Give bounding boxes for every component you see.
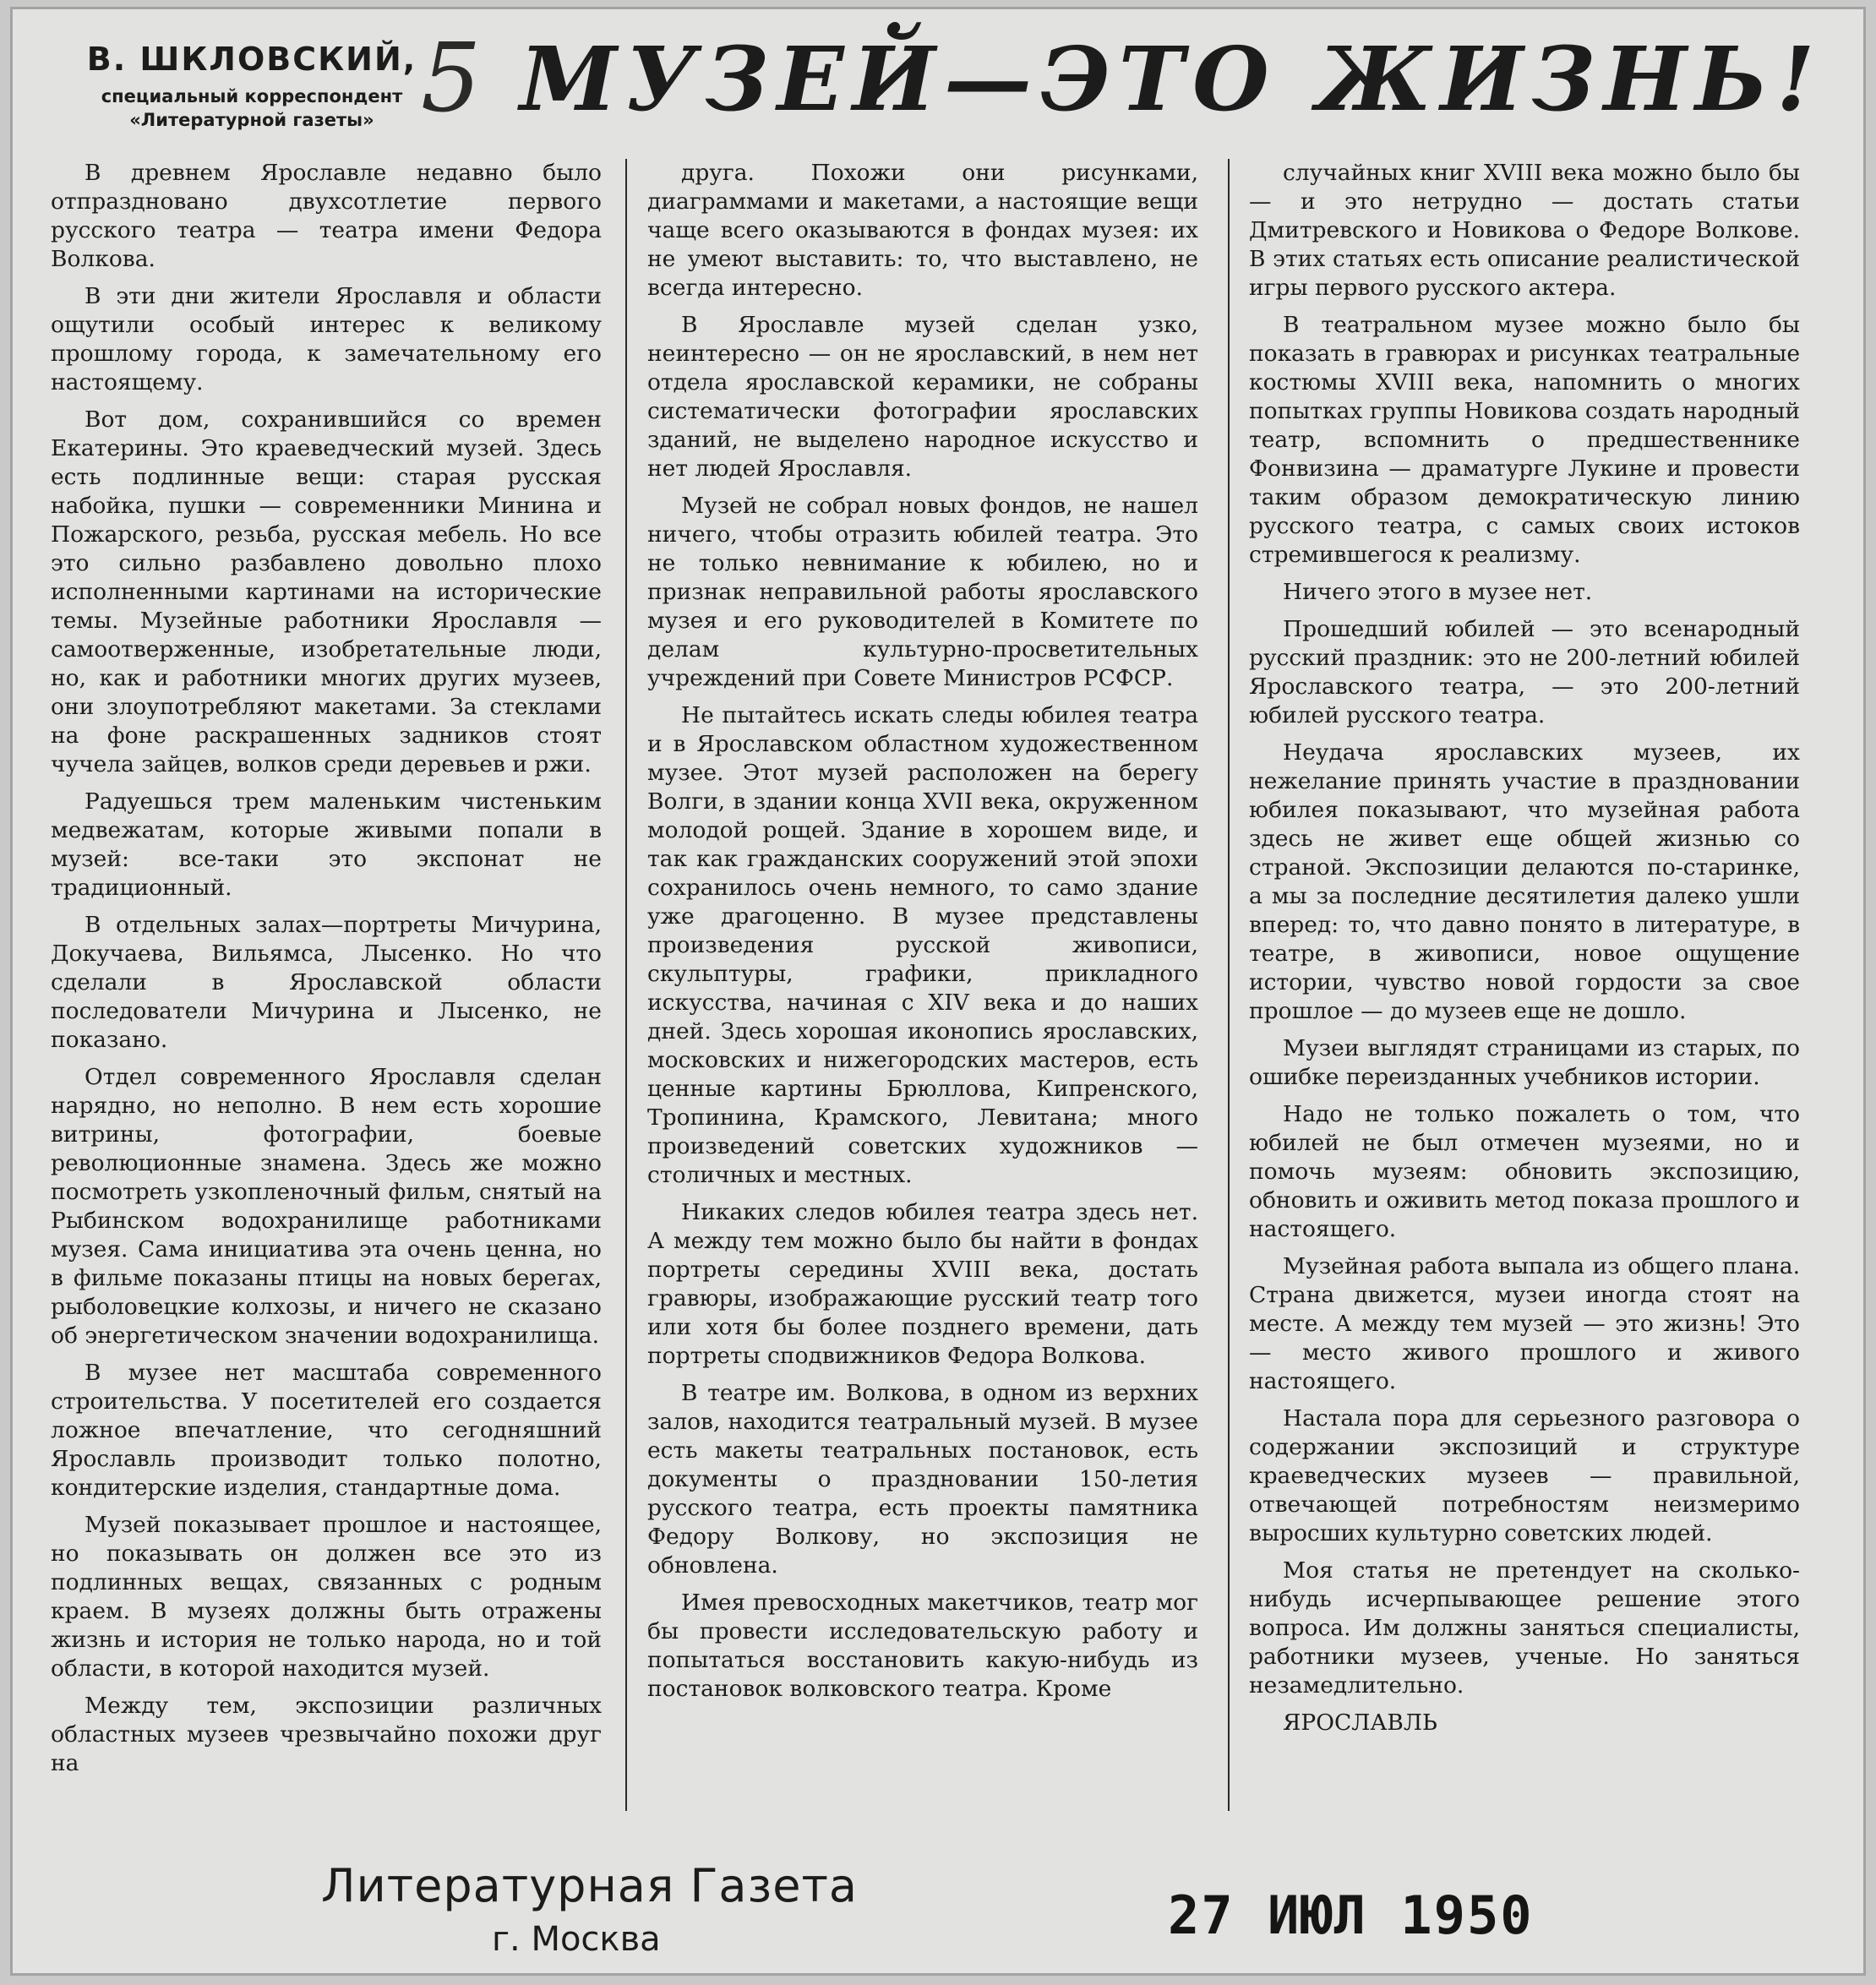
- column-1: [51, 159, 602, 1819]
- paragraph: Отдел современного Ярославля сделан нарядно, но неполно. В нем есть хорошие витрины, фотографии, боевые революционные знамена. Здесь же можно посмотреть узкопленочный фильм, снятый на Рыбинском водохранилище работниками музея. Сама инициатива эта очень ценна, но в фильме показаны птицы на новых берегах, рыболовецкие колхозы, и ничего не сказано об энергетическом значении водохранилища.: [51, 1064, 602, 1349]
- paragraph: Прошедший юбилей — это всенародный русский праздник: это не 200-летний юбилей Ярославского театра, — это 200-летний юбилей русского театра.: [1249, 616, 1800, 728]
- paragraph: В отдельных залах—портреты Мичурина, Докучаева, Вильямса, Лысенко. Но что сделали в Ярославской области последователи Мичурина и Лысенко, не показано.: [51, 912, 602, 1053]
- paragraph: Моя статья не претендует на сколько-нибудь исчерпывающее решение этого вопроса. Им должны заняться специалисты, работники музеев, ученые. Но заняться незамедлительно.: [1249, 1557, 1800, 1699]
- author-role-line-2: «Литературной газеты»: [129, 110, 374, 130]
- newspaper-masthead: Литературная Газета: [321, 1859, 858, 1912]
- paragraph: В древнем Ярославле недавно было отпраздновано двухсотлетие первого русского театра — театра имени Федора Волкова.: [51, 160, 602, 272]
- paragraph: Не пытайтесь искать следы юбилея театра и в Ярославском областном художественном музее. Этот музей расположен на берегу Волги, в здании конца XVII века, окруженном молодой рощей. Здание в хорошем виде, и так как гражданских сооружений этой эпохи сохранилось очень немного, то само здание уже драгоценно. В музее представлены произведения русской живописи, скульптуры, графики, прикладного искусства, начиная с XIV века и до наших дней. Здесь хорошая иконопись ярославских, московских и нижегородских мастеров, есть ценные картины Брюллова, Кипренского, Тропинина, Крамского, Левитана; много произведений советских художников — столичных и местных.: [647, 702, 1198, 1188]
- paragraph: Музеи выглядят страницами из старых, по ошибке переизданных учебников истории.: [1249, 1035, 1800, 1090]
- paragraph: Радуешься трем маленьким чистеньким медвежатам, которые живыми попали в музей: все-таки это экспонат не традиционный.: [51, 788, 602, 901]
- author-name: В. ШКЛОВСКИЙ,: [86, 41, 417, 78]
- headline: МУЗЕЙ—ЭТО ЖИЗНЬ!: [520, 27, 1824, 131]
- paragraph: Вот дом, сохранившийся со времен Екатерины. Это краеведческий музей. Здесь есть подлинные вещи: старая русская набойка, пушки — современники Минина и Пожарского, резьба, русская мебель. Но все это сильно разбавлено довольно плохо исполненными картинами на исторические темы. Музейные работники Ярославля — самоотверженные, изобретательные люди, но, как и работники многих других музеев, они злоупотребляют макетами. За стеклами на фоне раскрашенных задников стоят чучела зайцев, волков среди деревьев и ржи.: [51, 406, 602, 777]
- newspaper-city: г. Москва: [492, 1920, 661, 1959]
- paragraph: Никаких следов юбилея театра здесь нет. А между тем можно было бы найти в фондах портреты середины XVIII века, достать гравюры, изображающие русский театр того или хотя бы более позднего времени, дать портреты сподвижников Федора Волкова.: [647, 1199, 1198, 1369]
- handwritten-page-number: 5: [421, 24, 482, 134]
- paragraph: Имея превосходных макетчиков, театр мог бы провести исследовательскую работу и попытаться восстановить какую-нибудь из постановок волковского театра. Кроме: [647, 1590, 1198, 1702]
- paragraph: Ничего этого в музее нет.: [1283, 579, 1593, 605]
- column-2: [647, 159, 1198, 1819]
- paragraph: Между тем, экспозиции различных областных музеев чрезвычайно похожи друг на: [51, 1693, 602, 1776]
- article-body: [51, 159, 1834, 1819]
- paragraph: В Ярославле музей сделан узко, неинтересно — он не ярославский, в нем нет отдела ярославской керамики, не собраны систематически фотографии ярославских зданий, не выделено народное искусство и нет людей Ярославля.: [647, 312, 1198, 482]
- paragraph: Настала пора для серьезного разговора о содержании экспозиций и структуре краеведческих музеев — правильной, отвечающей потребностям неизмеримо выросших культурно советских людей.: [1249, 1405, 1800, 1546]
- author-role: [74, 85, 429, 132]
- paragraph: В эти дни жители Ярославля и области ощутили особый интерес к великому прошлому города, к замечательному его настоящему.: [51, 283, 602, 395]
- dateline-place: ЯРОСЛАВЛЬ: [1283, 1710, 1437, 1736]
- date-stamp: 27 ИЮЛ 1950: [1168, 1884, 1534, 1946]
- paragraph: Музей не собрал новых фондов, не нашел ничего, чтобы отразить юбилей театра. Это не только невнимание к юбилею, но и признак неправильной работы ярославского музея и его руководителей в Комитете по делам культурно-просветительных учреждений при Совете Министров РСФСР.: [647, 493, 1198, 691]
- paragraph: Неудача ярославских музеев, их нежелание принять участие в праздновании юбилея показывают, что музейная работа здесь не живет еще общей жизнью со страной. Экспозиции делаются по-старинке, а мы за последние десятилетия далеко ушли вперед: то, что давно понято в литературе, в театре, в живописи, новое ощущение истории, чувство новой гордости за свое прошлое — до музеев еще не дошло.: [1249, 739, 1800, 1024]
- column-3: [1249, 159, 1800, 1819]
- paragraph: друга. Похожи они рисунками, диаграммами и макетами, а настоящие вещи чаще всего оказываются в фондах музея: их не умеют выставить: то, что выставлено, не всегда интересно.: [647, 160, 1198, 301]
- paragraph: В театральном музее можно было бы показать в гравюрах и рисунках театральные костюмы XVIII века, напомнить о многих попытках группы Новикова создать народный театр, вспомнить о предшественнике Фонвизина — драматурге Лукине и провести таким образом демократическую линию русского театра, с самых своих истоков стремившегося к реализму.: [1249, 312, 1800, 568]
- paragraph: Музей показывает прошлое и настоящее, но показывать он должен все это из подлинных вещах, связанных с родным краем. В музеях должны быть отражены жизнь и история не только народа, но и той области, в которой находится музей.: [51, 1512, 602, 1682]
- paragraph: В театре им. Волкова, в одном из верхних залов, находится театральный музей. В музее есть макеты театральных постановок, есть документы о праздновании 150-летия русского театра, есть проекты памятника Федору Волкову, но экспозиция не обновлена.: [647, 1380, 1198, 1579]
- paragraph: В музее нет масштаба современного строительства. У посетителей его создается ложное впечатление, что сегодняшний Ярославль производит только полотно, кондитерские изделия, стандартные дома.: [51, 1360, 602, 1501]
- paragraph: Надо не только пожалеть о том, что юбилей не был отмечен музеями, но и помочь музеям: обновить экспозицию, обновить и оживить метод показа прошлого и настоящего.: [1249, 1101, 1800, 1242]
- author-role-line-1: специальный корреспондент: [101, 86, 403, 106]
- paragraph: случайных книг XVIII века можно было бы — и это нетрудно — достать статьи Дмитревского и Новикова о Федоре Волкове. В этих статьях есть описание реалистической игры первого русского актера.: [1249, 160, 1800, 301]
- byline: [74, 41, 429, 132]
- paragraph: Музейная работа выпала из общего плана. Страна движется, музеи иногда стоят на месте. А между тем музей — это жизнь! Это — место живого прошлого и живого настоящего.: [1249, 1253, 1800, 1394]
